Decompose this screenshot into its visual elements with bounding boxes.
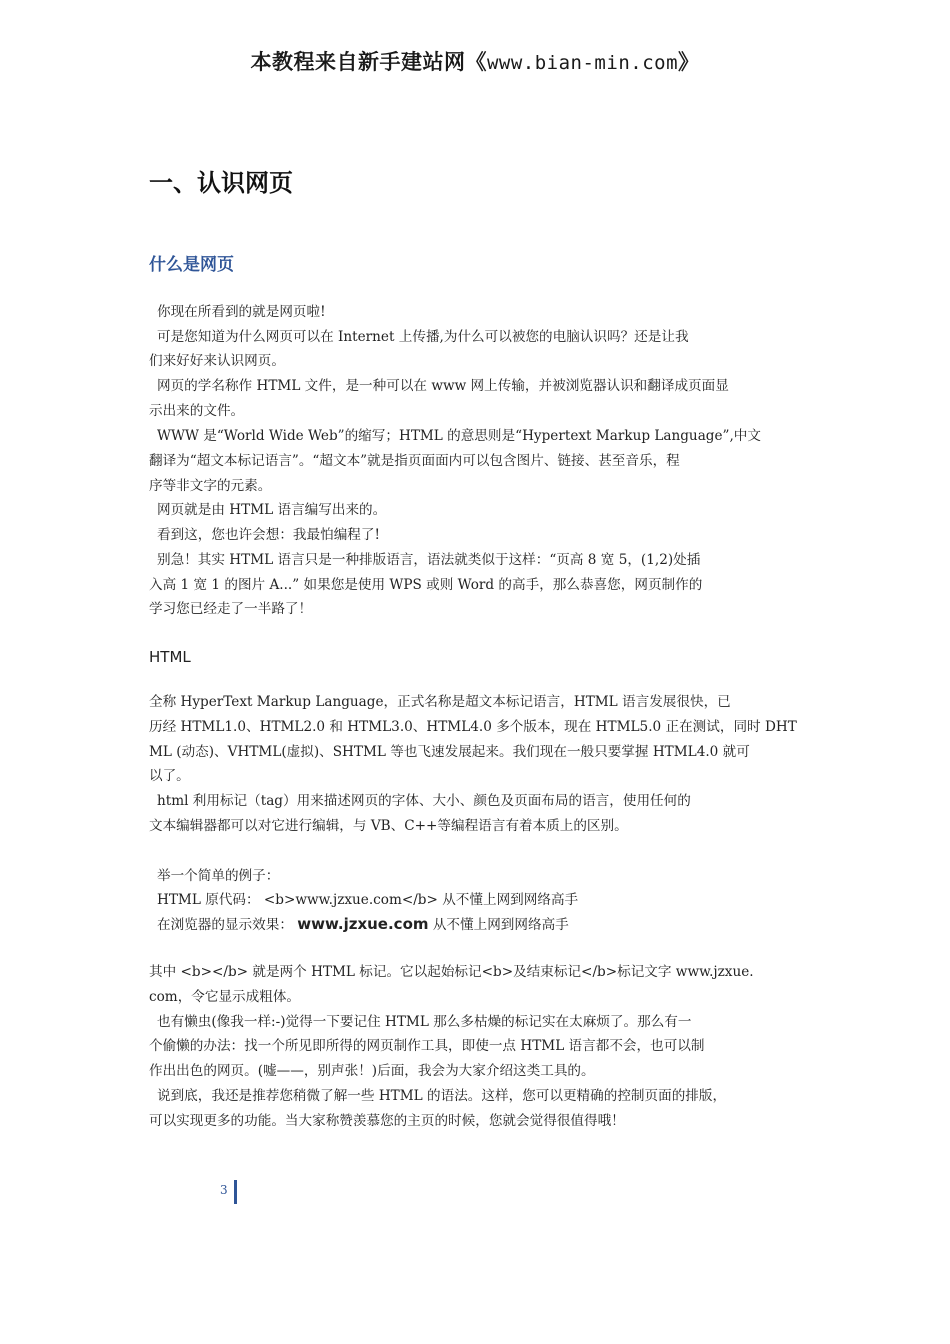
section-heading-what-is-webpage: 什么是网页 [149, 255, 234, 275]
paragraph-line: 序等非文字的元素。 [149, 478, 272, 494]
paragraph-line: 以了。 [149, 768, 190, 784]
chapter-title: 一、认识网页 [149, 169, 293, 197]
paragraph-line: 作出出色的网页。(嘘——，别声张！)后面，我会为大家介绍这类工具的。 [149, 1063, 595, 1079]
paragraph-line: 别急！其实 HTML 语言只是一种排版语言，语法就类似于这样：“页高 8 宽 5，(1,2)处插 [157, 552, 701, 568]
example-bold-text: www.jzxue.com [297, 915, 429, 933]
paragraph-line: 全称 HyperText Markup Language，正式名称是超文本标记语言，HTML 语言发展很快，已 [149, 694, 731, 710]
paragraph-line: 学习您已经走了一半路了！ [149, 601, 313, 617]
paragraph-line: 个偷懒的办法：找一个所见即所得的网页制作工具，即使一点 HTML 语言都不会，也可以制 [149, 1038, 705, 1054]
paragraph-line: WWW 是“World Wide Web”的缩写；HTML 的意思则是“Hypertext Markup Language”,中文 [157, 428, 761, 444]
example-source-code: HTML 原代码： <b>www.jzxue.com</b> 从不懂上网到网络高手 [157, 892, 579, 908]
page-number-divider [234, 1180, 237, 1204]
paragraph-line: 文本编辑器都可以对它进行编辑，与 VB、C++等编程语言有着本质上的区别。 [149, 818, 628, 834]
paragraph-line: 可是您知道为什么网页可以在 Internet 上传播,为什么可以被您的电脑认识吗？还是让我 [157, 329, 689, 345]
page-number: 3 [220, 1183, 228, 1197]
paragraph-line: 网页的学名称作 HTML 文件，是一种可以在 www 网上传输，并被浏览器认识和翻译成页面显 [157, 378, 729, 394]
paragraph-line: 示出来的文件。 [149, 403, 245, 419]
example-display-label: 在浏览器的显示效果： [157, 917, 293, 933]
paragraph-line: 历经 HTML1.0、HTML2.0 和 HTML3.0、HTML4.0 多个版本，现在 HTML5.0 正在测试，同时 DHT [149, 719, 797, 735]
paragraph-line: 你现在所看到的就是网页啦! [157, 304, 326, 320]
page-header [0, 46, 950, 76]
paragraph-line: 看到这，您也许会想：我最怕编程了! [157, 527, 380, 543]
paragraph-line: 网页就是由 HTML 语言编写出来的。 [157, 502, 387, 518]
paragraph-line: ML (动态)、VHTML(虚拟)、SHTML 等也飞速发展起来。我们现在一般只要掌握 HTML4.0 就可 [149, 744, 750, 760]
paragraph-line: 说到底，我还是推荐您稍微了解一些 HTML 的语法。这样，您可以更精确的控制页面的排版， [157, 1088, 727, 1104]
paragraph-line: 翻译为“超文本标记语言”。“超文本”就是指页面面内可以包含图片、链接、甚至音乐，程 [149, 453, 680, 469]
paragraph-line: com，令它显示成粗体。 [149, 989, 301, 1005]
paragraph-line: 也有懒虫(像我一样:-)觉得一下要记住 HTML 那么多枯燥的标记实在太麻烦了。那么有一 [157, 1014, 692, 1030]
paragraph-line: 可以实现更多的功能。当大家称赞羡慕您的主页的时候，您就会觉得很值得哦！ [149, 1113, 625, 1129]
paragraph-line: 入高 1 宽 1 的图片 A...” 如果您是使用 WPS 或则 Word 的高手，那么恭喜您，网页制作的 [149, 577, 703, 593]
paragraph-line: html 利用标记（tag）用来描述网页的字体、大小、颜色及页面布局的语言，使用任何的 [157, 793, 691, 809]
section-heading-html: HTML [149, 648, 191, 666]
paragraph-line: 其中 <b></b> 就是两个 HTML 标记。它以起始标记<b>及结束标记</b>标记文字 www.jzxue. [149, 964, 754, 980]
header-prefix: 本教程来自新手建站网《 [250, 50, 487, 74]
example-intro: 举一个简单的例子： [157, 868, 280, 884]
header-url: www.bian-min.com [486, 52, 679, 74]
example-display-rest: 从不懂上网到网络高手 [432, 917, 569, 933]
example-rendered-result [157, 914, 797, 935]
paragraph-line: 们来好好来认识网页。 [149, 353, 285, 369]
header-suffix: 》 [678, 50, 700, 74]
